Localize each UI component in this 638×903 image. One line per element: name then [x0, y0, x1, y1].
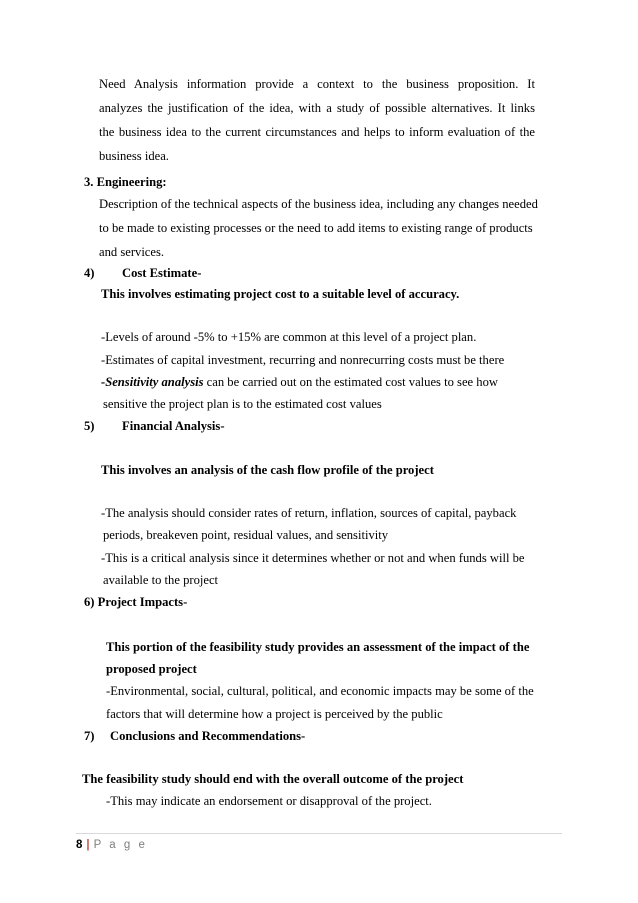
footer-divider [76, 833, 562, 834]
conclusions-number: 7) [84, 729, 95, 743]
page-label: P a g e [93, 839, 148, 851]
engineering-line-2: to be made to existing processes or the need to add items to existing range of products [99, 221, 533, 235]
impacts-lead-2: proposed project [106, 662, 197, 676]
intro-line-3: the business idea to the current circumstances and helps to inform evaluation of the [99, 125, 535, 139]
financial-point-3: -This is a critical analysis since it determines whether or not and when funds will be [101, 551, 525, 565]
financial-point-1: -The analysis should consider rates of return, inflation, sources of capital, payback [101, 506, 517, 520]
footer-separator: | [86, 839, 90, 851]
financial-point-4: available to the project [103, 573, 219, 587]
cost-number: 4) [84, 266, 95, 280]
financial-lead: This involves an analysis of the cash flow profile of the project [101, 463, 434, 477]
impacts-point-2: factors that will determine how a project is perceived by the public [106, 707, 443, 721]
cost-point-4: sensitive the project plan is to the estimated cost values [103, 397, 382, 411]
impacts-heading: 6) Project Impacts- [84, 595, 188, 609]
conclusions-heading: Conclusions and Recommendations- [110, 729, 306, 743]
page-number: 8 [76, 839, 83, 851]
engineering-heading: 3. Engineering: [84, 175, 167, 189]
sensitivity-analysis-term: -Sensitivity analysis [101, 375, 204, 389]
impacts-point-1: -Environmental, social, cultural, political, and economic impacts may be some of the [106, 684, 534, 698]
cost-lead: This involves estimating project cost to a suitable level of accuracy. [101, 287, 460, 301]
cost-point-2: -Estimates of capital investment, recurring and nonrecurring costs must be there [101, 353, 505, 367]
page-footer [76, 838, 147, 852]
cost-heading: Cost Estimate- [122, 266, 202, 280]
engineering-line-1: Description of the technical aspects of the business idea, including any changes needed [99, 197, 538, 211]
engineering-line-3: and services. [99, 245, 165, 259]
impacts-lead-1: This portion of the feasibility study provides an assessment of the impact of the [106, 640, 530, 654]
intro-line-1: Need Analysis information provide a context to the business proposition. It [99, 77, 535, 91]
financial-point-2: periods, breakeven point, residual values, and sensitivity [103, 528, 389, 542]
financial-heading: Financial Analysis- [122, 419, 225, 433]
cost-point-1: -Levels of around -5% to +15% are common at this level of a project plan. [101, 330, 477, 344]
conclusions-lead: The feasibility study should end with the overall outcome of the project [82, 772, 464, 786]
conclusions-point-1: -This may indicate an endorsement or disapproval of the project. [106, 794, 432, 808]
intro-line-4: business idea. [99, 149, 169, 163]
cost-point-3: -Sensitivity analysis can be carried out on the estimated cost values to see how [101, 375, 498, 389]
intro-line-2: analyzes the justification of the idea, with a study of possible alternatives. It links [99, 101, 535, 115]
financial-number: 5) [84, 419, 95, 433]
